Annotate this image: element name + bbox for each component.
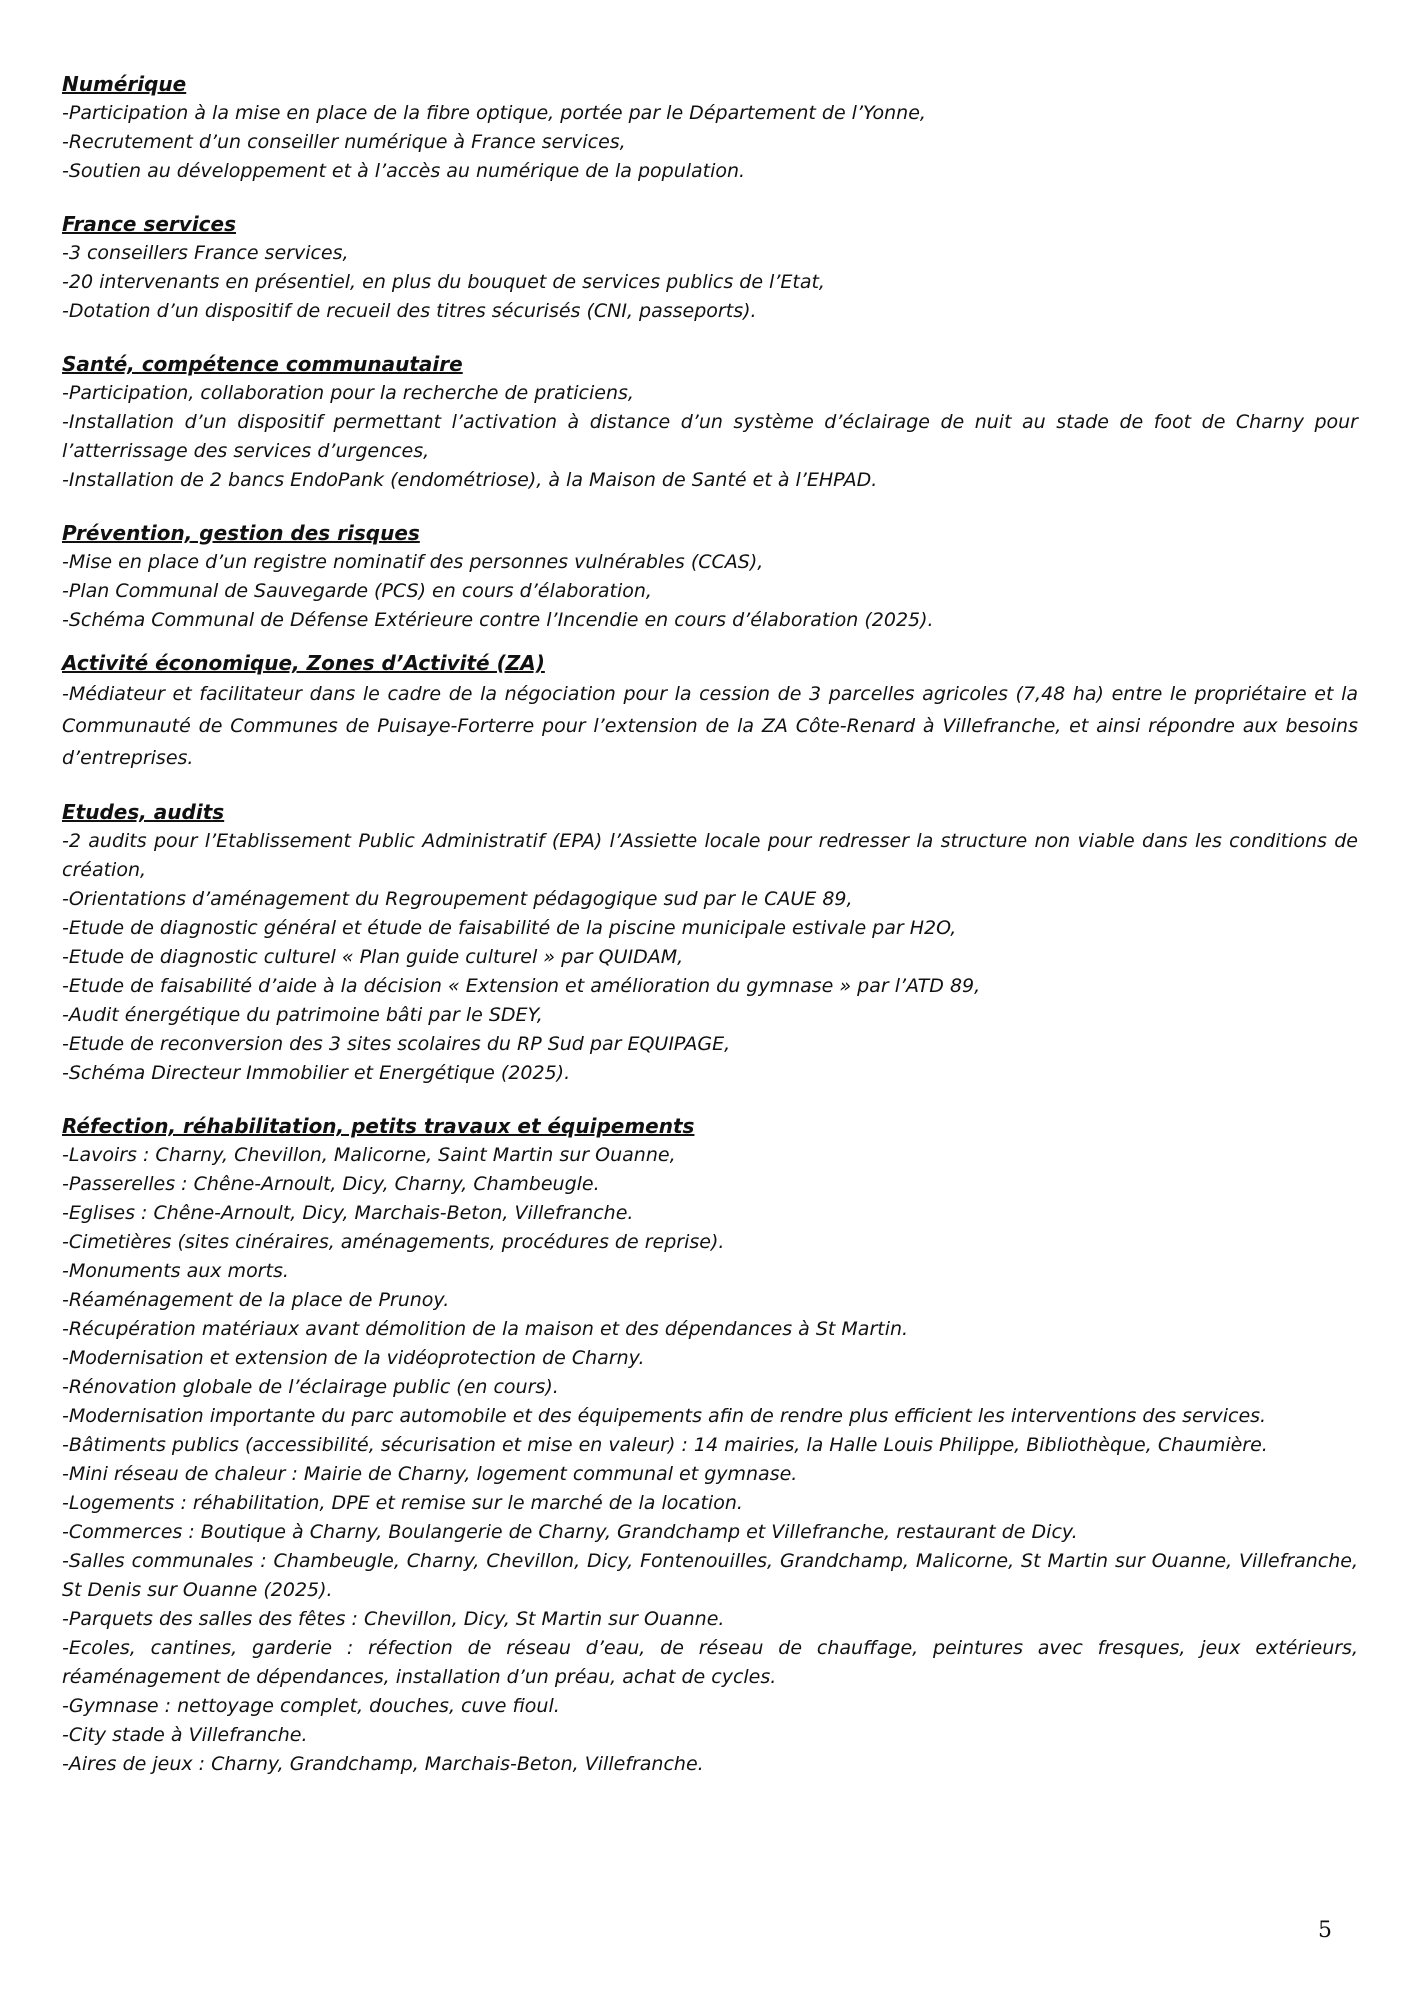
section-heading: Activité économique, Zones d’Activité (ZA) bbox=[62, 651, 545, 675]
list-item: -Installation de 2 bancs EndoPank (endométriose), à la Maison de Santé et à l’EHPAD. bbox=[62, 469, 878, 491]
document-page bbox=[62, 70, 1358, 1803]
list-item: -Recrutement d’un conseiller numérique à France services, bbox=[62, 131, 626, 153]
section-numerique bbox=[62, 70, 1358, 186]
section-refection bbox=[62, 1112, 1358, 1779]
list-item: -Etude de reconversion des 3 sites scolaires du RP Sud par EQUIPAGE, bbox=[62, 1033, 731, 1055]
section-france-services bbox=[62, 210, 1358, 326]
list-item: -Participation, collaboration pour la recherche de praticiens, bbox=[62, 382, 634, 404]
list-item: -Modernisation et extension de la vidéoprotection de Charny. bbox=[62, 1347, 645, 1369]
list-item: -Gymnase : nettoyage complet, douches, cuve fioul. bbox=[62, 1695, 560, 1717]
list-item: -Etude de diagnostic culturel « Plan guide culturel » par QUIDAM, bbox=[62, 946, 684, 968]
section-activite-economique bbox=[62, 649, 1358, 774]
list-item: -Monuments aux morts. bbox=[62, 1260, 289, 1282]
list-item: -Installation d’un dispositif permettant l’activation à distance d’un système d’éclairage de nuit au stade de foot de Charny pour l’atterrissage des services d’urgences, bbox=[62, 411, 1358, 462]
list-item: -Schéma Directeur Immobilier et Energétique (2025). bbox=[62, 1062, 571, 1084]
section-heading: Santé, compétence communautaire bbox=[62, 352, 463, 376]
list-item: -Audit énergétique du patrimoine bâti par le SDEY, bbox=[62, 1004, 543, 1026]
page-number: 5 bbox=[1318, 1918, 1332, 1943]
list-item: -Lavoirs : Charny, Chevillon, Malicorne, Saint Martin sur Ouanne, bbox=[62, 1144, 676, 1166]
list-item: -Réaménagement de la place de Prunoy. bbox=[62, 1289, 450, 1311]
list-item: -Cimetières (sites cinéraires, aménagements, procédures de reprise). bbox=[62, 1231, 725, 1253]
list-item: -Mini réseau de chaleur : Mairie de Charny, logement communal et gymnase. bbox=[62, 1463, 798, 1485]
section-etudes-audits bbox=[62, 798, 1358, 1088]
section-heading: France services bbox=[62, 212, 236, 236]
list-item: -Mise en place d’un registre nominatif des personnes vulnérables (CCAS), bbox=[62, 551, 764, 573]
list-item: -Récupération matériaux avant démolition de la maison et des dépendances à St Martin. bbox=[62, 1318, 909, 1340]
section-heading: Réfection, réhabilitation, petits travaux et équipements bbox=[62, 1114, 695, 1138]
list-item: -Plan Communal de Sauvegarde (PCS) en cours d’élaboration, bbox=[62, 580, 652, 602]
list-item: -Dotation d’un dispositif de recueil des titres sécurisés (CNI, passeports). bbox=[62, 300, 757, 322]
list-item: -3 conseillers France services, bbox=[62, 242, 349, 264]
list-item: -Logements : réhabilitation, DPE et remise sur le marché de la location. bbox=[62, 1492, 743, 1514]
list-item: -Ecoles, cantines, garderie : réfection de réseau d’eau, de réseau de chauffage, peintures avec fresques, jeux extérieurs, réaménagement de dépendances, installation d’un préau, achat de cycles. bbox=[62, 1637, 1358, 1688]
list-item: -Rénovation globale de l’éclairage public (en cours). bbox=[62, 1376, 559, 1398]
list-item: -Commerces : Boutique à Charny, Boulangerie de Charny, Grandchamp et Villefranche, restaurant de Dicy. bbox=[62, 1521, 1078, 1543]
list-item: -Soutien au développement et à l’accès au numérique de la population. bbox=[62, 160, 746, 182]
list-item: -Aires de jeux : Charny, Grandchamp, Marchais-Beton, Villefranche. bbox=[62, 1753, 704, 1775]
list-item: -Eglises : Chêne-Arnoult, Dicy, Marchais-Beton, Villefranche. bbox=[62, 1202, 634, 1224]
list-item: -City stade à Villefranche. bbox=[62, 1724, 308, 1746]
list-item: -Salles communales : Chambeugle, Charny, Chevillon, Dicy, Fontenouilles, Grandchamp, Malicorne, St Martin sur Ouanne, Villefranche, St Denis sur Ouanne (2025). bbox=[62, 1550, 1358, 1601]
list-item: -Parquets des salles des fêtes : Chevillon, Dicy, St Martin sur Ouanne. bbox=[62, 1608, 725, 1630]
list-item: -20 intervenants en présentiel, en plus du bouquet de services publics de l’Etat, bbox=[62, 271, 825, 293]
section-heading: Numérique bbox=[62, 72, 187, 96]
list-item: -Bâtiments publics (accessibilité, sécurisation et mise en valeur) : 14 mairies, la Halle Louis Philippe, Bibliothèque, Chaumière. bbox=[62, 1434, 1268, 1456]
list-item: -2 audits pour l’Etablissement Public Administratif (EPA) l’Assiette locale pour redresser la structure non viable dans les conditions de création, bbox=[62, 830, 1358, 881]
list-item: -Modernisation importante du parc automobile et des équipements afin de rendre plus efficient les interventions des services. bbox=[62, 1405, 1267, 1427]
section-prevention bbox=[62, 519, 1358, 635]
list-item: -Médiateur et facilitateur dans le cadre de la négociation pour la cession de 3 parcelles agricoles (7,48 ha) entre le propriétaire et la Communauté de Communes de Puisaye-Forterre pour l’extension de la ZA Côte-Renard à Villefranche, et ainsi répondre aux besoins d’entreprises. bbox=[62, 683, 1358, 769]
section-heading: Etudes, audits bbox=[62, 800, 225, 824]
list-item: -Passerelles : Chêne-Arnoult, Dicy, Charny, Chambeugle. bbox=[62, 1173, 600, 1195]
list-item: -Etude de diagnostic général et étude de faisabilité de la piscine municipale estivale par H2O, bbox=[62, 917, 957, 939]
section-sante bbox=[62, 350, 1358, 495]
section-heading: Prévention, gestion des risques bbox=[62, 521, 420, 545]
list-item: -Orientations d’aménagement du Regroupement pédagogique sud par le CAUE 89, bbox=[62, 888, 853, 910]
list-item: -Etude de faisabilité d’aide à la décision « Extension et amélioration du gymnase » par l’ATD 89, bbox=[62, 975, 981, 997]
list-item: -Participation à la mise en place de la fibre optique, portée par le Département de l’Yonne, bbox=[62, 102, 926, 124]
list-item: -Schéma Communal de Défense Extérieure contre l’Incendie en cours d’élaboration (2025). bbox=[62, 609, 934, 631]
